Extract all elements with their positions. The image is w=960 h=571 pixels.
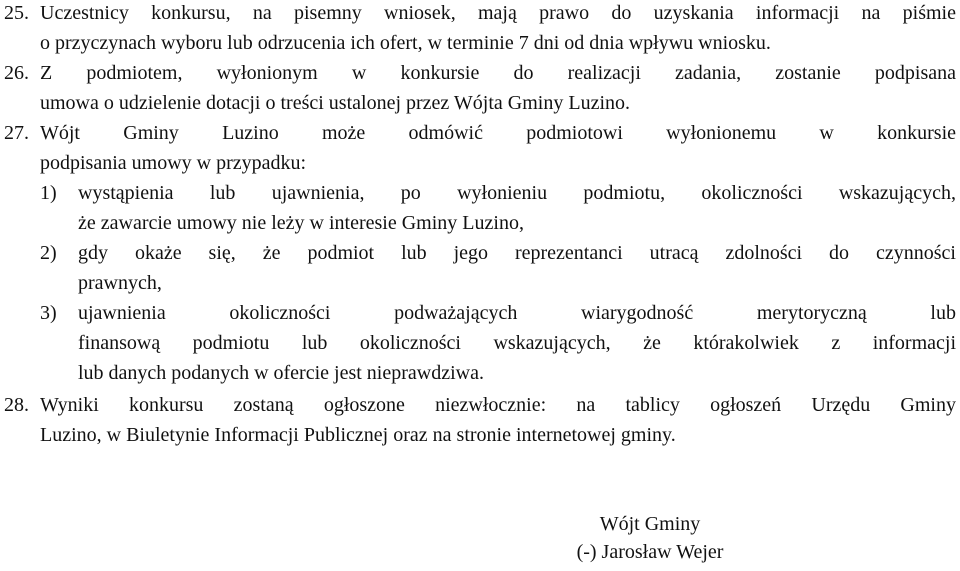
sub-item-text-line: finansową podmiotu lub okoliczności wskazujących, że którakolwiek z informacji xyxy=(78,332,956,354)
item-text-line: Luzino, w Biuletynie Informacji Publicznej oraz na stronie internetowej gminy. xyxy=(40,424,676,446)
sub-item-number: 1) xyxy=(40,182,57,204)
item-number: 25. xyxy=(4,2,29,24)
item-number: 27. xyxy=(4,122,29,144)
item-number: 26. xyxy=(4,62,29,84)
sub-item-text-line: gdy okaże się, że podmiot lub jego reprezentanci utracą zdolności do czynności xyxy=(78,242,956,264)
sub-item-text-line: lub danych podanych w ofercie jest nieprawdziwa. xyxy=(78,362,484,384)
signature-block xyxy=(530,510,770,566)
item-text-line: Wójt Gminy Luzino może odmówić podmiotowi wyłonionemu w konkursie xyxy=(40,122,956,144)
signature-name: (-) Jarosław Wejer xyxy=(576,541,724,563)
item-text-line: o przyczynach wyboru lub odrzucenia ich ofert, w terminie 7 dni od dnia wpływu wniosku. xyxy=(40,32,771,54)
item-text-line: Wyniki konkursu zostaną ogłoszone niezwłocznie: na tablicy ogłoszeń Urzędu Gminy xyxy=(40,394,956,416)
sub-item-text-line: prawnych, xyxy=(78,272,162,294)
sub-item-text-line: że zawarcie umowy nie leży w interesie Gminy Luzino, xyxy=(78,212,524,234)
sub-item-number: 2) xyxy=(40,242,57,264)
item-number: 28. xyxy=(4,394,29,416)
item-text-line: umowa o udzielenie dotacji o treści ustalonej przez Wójta Gminy Luzino. xyxy=(40,92,630,114)
item-text-line: podpisania umowy w przypadku: xyxy=(40,152,307,174)
item-text-line: Z podmiotem, wyłonionym w konkursie do realizacji zadania, zostanie podpisana xyxy=(40,62,956,84)
item-text-line: Uczestnicy konkursu, na pisemny wniosek, mają prawo do uzyskania informacji na piśmie xyxy=(40,2,956,24)
sub-item-text-line: wystąpienia lub ujawnienia, po wyłonieniu podmiotu, okoliczności wskazujących, xyxy=(78,182,956,204)
sub-item-text-line: ujawnienia okoliczności podważających wiarygodność merytoryczną lub xyxy=(78,302,956,324)
signature-title: Wójt Gminy xyxy=(599,513,701,535)
sub-item-number: 3) xyxy=(40,302,57,324)
